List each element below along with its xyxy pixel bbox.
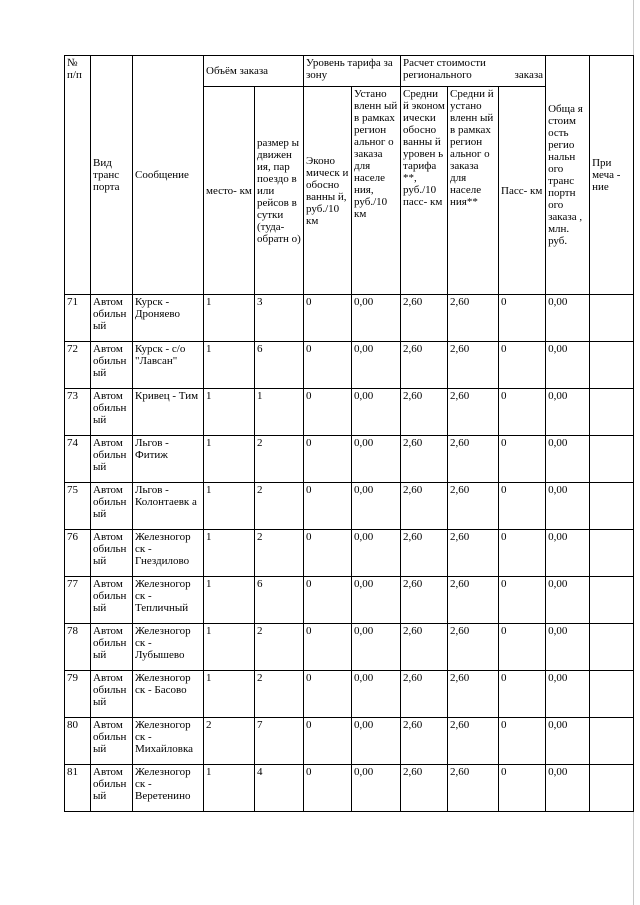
cell-pass-km: 0	[499, 342, 546, 389]
cell-transport: Автом обильн ый	[91, 577, 133, 624]
cell-seat-km: 2	[204, 718, 255, 765]
cell-transport: Автом обильн ый	[91, 389, 133, 436]
cell-num: 75	[65, 483, 91, 530]
cell-transport: Автом обильн ый	[91, 436, 133, 483]
cell-avg-set: 2,60	[448, 342, 499, 389]
cell-seat-km: 1	[204, 436, 255, 483]
cell-total-cost: 0,00	[546, 671, 590, 718]
cell-num: 81	[65, 765, 91, 812]
header-seat-km: место- км	[204, 87, 255, 295]
cell-econ-tariff: 0	[304, 342, 352, 389]
cell-transport: Автом обильн ый	[91, 483, 133, 530]
table-row	[65, 718, 634, 765]
cell-econ-tariff: 0	[304, 389, 352, 436]
cell-route: Железногор ск - Тепличный	[133, 577, 204, 624]
cell-set-tariff: 0,00	[352, 765, 401, 812]
table-row	[65, 624, 634, 671]
cell-note	[590, 765, 634, 812]
cell-pass-km: 0	[499, 718, 546, 765]
table-row	[65, 295, 634, 342]
cell-set-tariff: 0,00	[352, 483, 401, 530]
cell-pass-km: 0	[499, 577, 546, 624]
cell-avg-econ: 2,60	[401, 624, 448, 671]
table-row	[65, 342, 634, 389]
cell-num: 74	[65, 436, 91, 483]
cell-econ-tariff: 0	[304, 624, 352, 671]
header-tariff-level: Уровень тарифа за зону	[304, 56, 401, 87]
cell-total-cost: 0,00	[546, 436, 590, 483]
cell-seat-km: 1	[204, 530, 255, 577]
cell-total-cost: 0,00	[546, 577, 590, 624]
cell-note	[590, 436, 634, 483]
header-avg-set: Средни й устано вленн ый в рамках регион альног о заказа для населе ния**	[448, 87, 499, 295]
cell-seat-km: 1	[204, 624, 255, 671]
cell-avg-set: 2,60	[448, 436, 499, 483]
cell-avg-set: 2,60	[448, 577, 499, 624]
cell-econ-tariff: 0	[304, 436, 352, 483]
cell-total-cost: 0,00	[546, 483, 590, 530]
header-econ-tariff: Эконо мическ и обосно ванны й, руб./10 км	[304, 87, 352, 295]
cell-transport: Автом обильн ый	[91, 718, 133, 765]
header-set-tariff: Устано вленн ый в рамках регион альног о заказа для населе ния, руб./10 км	[352, 87, 401, 295]
cell-num: 80	[65, 718, 91, 765]
cell-transport: Автом обильн ый	[91, 671, 133, 718]
cell-total-cost: 0,00	[546, 718, 590, 765]
cell-total-cost: 0,00	[546, 530, 590, 577]
cell-total-cost: 0,00	[546, 342, 590, 389]
header-traffic-size: размер ы движен ия, пар поездо в или рейсов в сутки (туда- обратн о)	[255, 87, 304, 295]
cell-avg-econ: 2,60	[401, 436, 448, 483]
cell-traffic-size: 7	[255, 718, 304, 765]
cell-num: 71	[65, 295, 91, 342]
cell-set-tariff: 0,00	[352, 295, 401, 342]
header-calc-cost: Расчет стоимости регионального заказа	[401, 56, 546, 87]
cell-seat-km: 1	[204, 342, 255, 389]
cell-num: 73	[65, 389, 91, 436]
cell-seat-km: 1	[204, 765, 255, 812]
table-row	[65, 577, 634, 624]
cell-avg-econ: 2,60	[401, 577, 448, 624]
cell-avg-econ: 2,60	[401, 671, 448, 718]
cell-pass-km: 0	[499, 389, 546, 436]
cell-transport: Автом обильн ый	[91, 342, 133, 389]
cell-note	[590, 530, 634, 577]
cell-total-cost: 0,00	[546, 624, 590, 671]
cell-num: 72	[65, 342, 91, 389]
cell-total-cost: 0,00	[546, 765, 590, 812]
cell-note	[590, 295, 634, 342]
cell-avg-econ: 2,60	[401, 483, 448, 530]
header-total-cost: Обща я стоим ость регио нальн ого транс портн ого заказа , млн. руб.	[546, 56, 590, 295]
cell-set-tariff: 0,00	[352, 436, 401, 483]
cell-note	[590, 671, 634, 718]
cell-econ-tariff: 0	[304, 718, 352, 765]
regional-order-table	[64, 55, 634, 812]
cell-total-cost: 0,00	[546, 295, 590, 342]
table-row	[65, 530, 634, 577]
header-avg-econ: Средни й эконом ически обосно ванны й уровен ь тарифа **, руб./10 пасс- км	[401, 87, 448, 295]
table-row	[65, 765, 634, 812]
table-row	[65, 671, 634, 718]
header-num: № п/п	[65, 56, 91, 295]
cell-avg-set: 2,60	[448, 671, 499, 718]
cell-seat-km: 1	[204, 295, 255, 342]
cell-traffic-size: 2	[255, 624, 304, 671]
cell-seat-km: 1	[204, 389, 255, 436]
cell-route: Железногор ск - Гнездилово	[133, 530, 204, 577]
cell-seat-km: 1	[204, 483, 255, 530]
cell-avg-set: 2,60	[448, 389, 499, 436]
cell-set-tariff: 0,00	[352, 671, 401, 718]
cell-econ-tariff: 0	[304, 671, 352, 718]
cell-note	[590, 718, 634, 765]
cell-avg-set: 2,60	[448, 483, 499, 530]
cell-avg-set: 2,60	[448, 530, 499, 577]
cell-pass-km: 0	[499, 624, 546, 671]
cell-num: 77	[65, 577, 91, 624]
cell-avg-econ: 2,60	[401, 718, 448, 765]
cell-avg-set: 2,60	[448, 624, 499, 671]
table-row	[65, 436, 634, 483]
cell-avg-set: 2,60	[448, 718, 499, 765]
cell-traffic-size: 4	[255, 765, 304, 812]
cell-avg-set: 2,60	[448, 295, 499, 342]
header-route: Сообщение	[133, 56, 204, 295]
cell-pass-km: 0	[499, 530, 546, 577]
cell-pass-km: 0	[499, 483, 546, 530]
cell-econ-tariff: 0	[304, 765, 352, 812]
cell-econ-tariff: 0	[304, 483, 352, 530]
cell-set-tariff: 0,00	[352, 624, 401, 671]
cell-traffic-size: 2	[255, 671, 304, 718]
cell-set-tariff: 0,00	[352, 530, 401, 577]
cell-route: Кривец - Тим	[133, 389, 204, 436]
cell-avg-econ: 2,60	[401, 342, 448, 389]
cell-num: 76	[65, 530, 91, 577]
cell-pass-km: 0	[499, 436, 546, 483]
cell-set-tariff: 0,00	[352, 718, 401, 765]
cell-route: Льгов - Фитиж	[133, 436, 204, 483]
cell-set-tariff: 0,00	[352, 389, 401, 436]
cell-seat-km: 1	[204, 671, 255, 718]
cell-total-cost: 0,00	[546, 389, 590, 436]
cell-set-tariff: 0,00	[352, 577, 401, 624]
cell-transport: Автом обильн ый	[91, 624, 133, 671]
cell-pass-km: 0	[499, 295, 546, 342]
cell-avg-econ: 2,60	[401, 530, 448, 577]
cell-econ-tariff: 0	[304, 577, 352, 624]
cell-traffic-size: 2	[255, 530, 304, 577]
cell-econ-tariff: 0	[304, 530, 352, 577]
cell-avg-set: 2,60	[448, 765, 499, 812]
cell-num: 78	[65, 624, 91, 671]
cell-num: 79	[65, 671, 91, 718]
cell-route: Железногор ск - Басово	[133, 671, 204, 718]
cell-route: Курск - Дроняево	[133, 295, 204, 342]
cell-pass-km: 0	[499, 765, 546, 812]
cell-route: Льгов - Колонтаевк а	[133, 483, 204, 530]
cell-note	[590, 624, 634, 671]
cell-set-tariff: 0,00	[352, 342, 401, 389]
cell-avg-econ: 2,60	[401, 295, 448, 342]
cell-transport: Автом обильн ый	[91, 530, 133, 577]
cell-note	[590, 483, 634, 530]
table-row	[65, 389, 634, 436]
cell-seat-km: 1	[204, 577, 255, 624]
cell-note	[590, 577, 634, 624]
cell-traffic-size: 3	[255, 295, 304, 342]
cell-pass-km: 0	[499, 671, 546, 718]
cell-traffic-size: 1	[255, 389, 304, 436]
cell-avg-econ: 2,60	[401, 389, 448, 436]
cell-traffic-size: 6	[255, 342, 304, 389]
cell-route: Железногор ск - Михайловка	[133, 718, 204, 765]
cell-transport: Автом обильн ый	[91, 765, 133, 812]
header-note: При меча - ние	[590, 56, 634, 295]
table-row	[65, 483, 634, 530]
header-pass-km: Пасс- км	[499, 87, 546, 295]
cell-econ-tariff: 0	[304, 295, 352, 342]
cell-route: Железногор ск - Веретенино	[133, 765, 204, 812]
cell-route: Железногор ск - Лубышево	[133, 624, 204, 671]
header-order-volume: Объём заказа	[204, 56, 304, 87]
cell-note	[590, 342, 634, 389]
header-transport: Вид транс порта	[91, 56, 133, 295]
cell-note	[590, 389, 634, 436]
cell-traffic-size: 6	[255, 577, 304, 624]
cell-route: Курск - с/о "Лавсан"	[133, 342, 204, 389]
cell-traffic-size: 2	[255, 436, 304, 483]
cell-avg-econ: 2,60	[401, 765, 448, 812]
cell-transport: Автом обильн ый	[91, 295, 133, 342]
cell-traffic-size: 2	[255, 483, 304, 530]
